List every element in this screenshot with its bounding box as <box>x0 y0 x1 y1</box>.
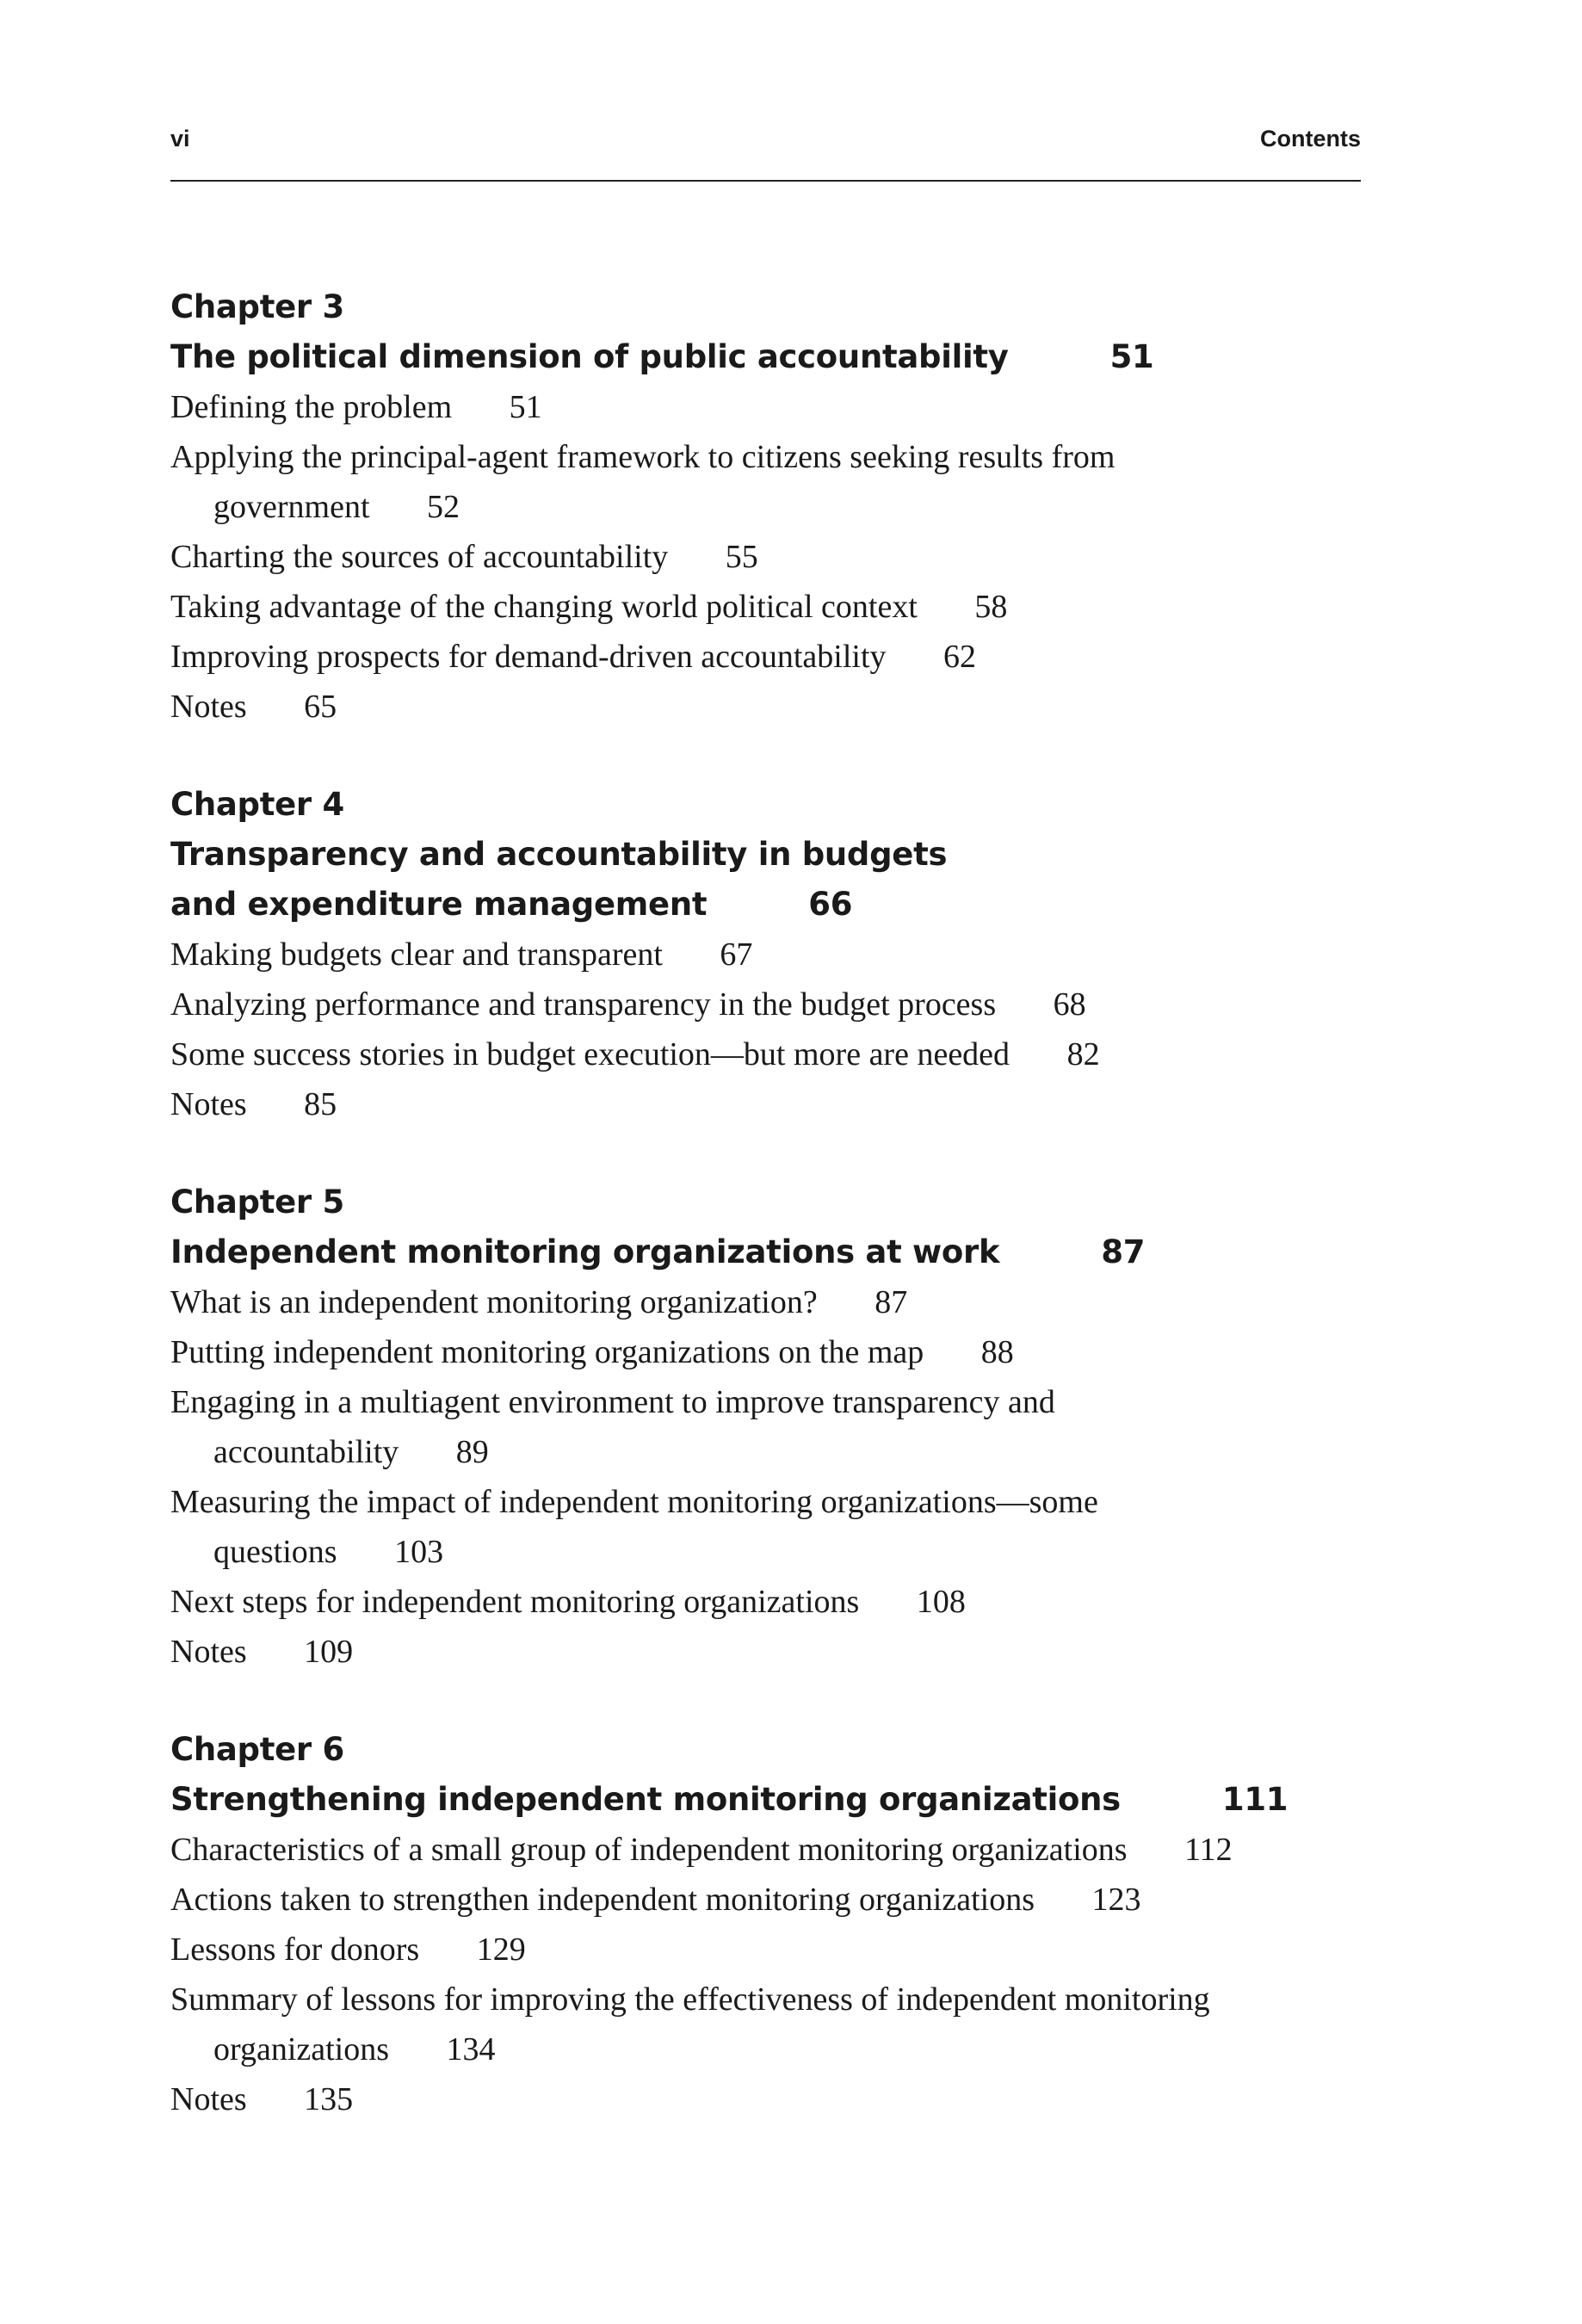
toc-entry-page: 134 <box>446 2031 496 2067</box>
chapter-title-text: Transparency and accountability in budgets <box>170 836 948 873</box>
toc-entry-text: Actions taken to strengthen independent monitoring organizations <box>170 1882 1035 1918</box>
toc-entry-text: Charting the sources of accountability <box>170 539 669 575</box>
toc-entry[interactable] <box>170 1975 1332 2074</box>
toc-entry[interactable] <box>170 582 1332 632</box>
toc-entry-text: Taking advantage of the changing world political context <box>170 589 918 625</box>
toc-entry-text: Measuring the impact of independent monitoring organizations—some questions <box>170 1484 1098 1570</box>
chapter-6-section <box>170 1725 1375 2124</box>
chapter-title-text: Independent monitoring organizations at work <box>170 1233 1000 1270</box>
toc-entry-list <box>170 1825 1375 2124</box>
toc-entry-text: Notes <box>170 1634 247 1670</box>
toc-entry-text: Some success stories in budget execution—but more are needed <box>170 1036 1010 1072</box>
chapter-page-number: 87 <box>1101 1233 1146 1270</box>
toc-entry-page: 112 <box>1184 1832 1233 1868</box>
toc-entry[interactable] <box>170 1627 1332 1677</box>
chapter-title-text: Strengthening independent monitoring organizations <box>170 1781 1121 1818</box>
toc-entry-page: 89 <box>455 1434 489 1470</box>
toc-entry-text: Notes <box>170 1086 247 1122</box>
chapter-label: Chapter 4 <box>170 786 344 823</box>
toc-entry-page: 109 <box>304 1634 354 1670</box>
toc-entry-list <box>170 1277 1375 1677</box>
toc-entry[interactable] <box>170 1079 1332 1129</box>
toc-entry[interactable] <box>170 1925 1332 1975</box>
toc-entry-text: Applying the principal-agent framework to citizens seeking results from government <box>170 439 1115 525</box>
chapter-title-text: The political dimension of public accountability <box>170 338 1009 375</box>
toc-entry-list <box>170 930 1375 1129</box>
chapter-label: Chapter 5 <box>170 1184 344 1221</box>
chapter-title-text: and expenditure management <box>170 886 708 923</box>
running-title: Contents <box>1260 126 1361 151</box>
toc-entry-page: 103 <box>394 1534 444 1570</box>
toc-entry-text: Notes <box>170 2081 247 2117</box>
chapter-title[interactable] <box>170 830 1375 930</box>
toc-entry[interactable] <box>170 1277 1332 1327</box>
toc-entry[interactable] <box>170 1029 1332 1079</box>
chapter-page-number: 66 <box>808 886 853 923</box>
header-rule <box>170 180 1361 182</box>
toc-entry[interactable] <box>170 1327 1332 1377</box>
toc-entry-page: 87 <box>874 1284 908 1320</box>
chapter-label: Chapter 3 <box>170 288 344 325</box>
chapter-5-section <box>170 1177 1375 1677</box>
toc-entry-text: Engaging in a multiagent environment to improve transparency and accountability <box>170 1384 1055 1470</box>
toc-entry-page: 58 <box>974 589 1008 625</box>
toc-entry-page: 62 <box>943 639 977 675</box>
toc-entry[interactable] <box>170 532 1332 582</box>
toc-entry-page: 82 <box>1066 1036 1100 1072</box>
toc-entry-page: 68 <box>1053 986 1086 1023</box>
toc-entry-page: 108 <box>916 1584 966 1620</box>
toc-entry-text: Improving prospects for demand-driven accountability <box>170 639 887 675</box>
toc-entry-text: Putting independent monitoring organizations on the map <box>170 1334 924 1370</box>
page-number: vi <box>170 126 190 151</box>
toc-entry-text: Summary of lessons for improving the effectiveness of independent monitoring organizations <box>170 1981 1210 2067</box>
toc-entry-page: 55 <box>725 539 758 575</box>
page-header <box>170 126 1361 165</box>
chapter-title[interactable] <box>170 1227 1375 1277</box>
chapter-page-number: 51 <box>1109 338 1154 375</box>
toc-entry-page: 88 <box>980 1334 1014 1370</box>
toc-entry[interactable] <box>170 2074 1332 2124</box>
toc-entry-text: Lessons for donors <box>170 1932 420 1968</box>
toc-entry-page: 85 <box>304 1086 337 1122</box>
toc-entry-text: What is an independent monitoring organization? <box>170 1284 818 1320</box>
toc-entry-text: Making budgets clear and transparent <box>170 936 663 973</box>
toc-entry-text: Analyzing performance and transparency in the budget process <box>170 986 997 1023</box>
toc-entry[interactable] <box>170 1577 1332 1627</box>
toc-entry-page: 129 <box>476 1932 526 1968</box>
chapter-title[interactable] <box>170 1775 1375 1825</box>
toc-entry[interactable] <box>170 1825 1332 1875</box>
toc-entry-text: Next steps for independent monitoring organizations <box>170 1584 860 1620</box>
toc-entry-text: Notes <box>170 689 247 725</box>
chapter-title[interactable] <box>170 332 1375 382</box>
toc-entry-page: 52 <box>427 489 460 525</box>
toc-entry[interactable] <box>170 980 1332 1029</box>
chapter-3-section <box>170 282 1375 732</box>
toc-entry-page: 67 <box>720 936 753 973</box>
toc-entry-page: 135 <box>304 2081 354 2117</box>
toc-entry-page: 51 <box>509 389 542 425</box>
toc-entry[interactable] <box>170 682 1332 732</box>
toc-entry[interactable] <box>170 1875 1332 1925</box>
toc-entry-page: 65 <box>304 689 337 725</box>
toc-entry[interactable] <box>170 1377 1332 1477</box>
toc-entry[interactable] <box>170 1477 1332 1577</box>
toc-entry[interactable] <box>170 432 1332 532</box>
toc-entry[interactable] <box>170 382 1332 432</box>
chapter-label: Chapter 6 <box>170 1731 344 1768</box>
chapter-4-section <box>170 780 1375 1129</box>
toc-entry[interactable] <box>170 930 1332 980</box>
toc-entry-list <box>170 382 1375 732</box>
toc-entry[interactable] <box>170 632 1332 682</box>
toc-entry-text: Defining the problem <box>170 389 453 425</box>
toc-entry-page: 123 <box>1091 1882 1141 1918</box>
toc-entry-text: Characteristics of a small group of independent monitoring organizations <box>170 1832 1128 1868</box>
chapter-page-number: 111 <box>1221 1781 1288 1818</box>
